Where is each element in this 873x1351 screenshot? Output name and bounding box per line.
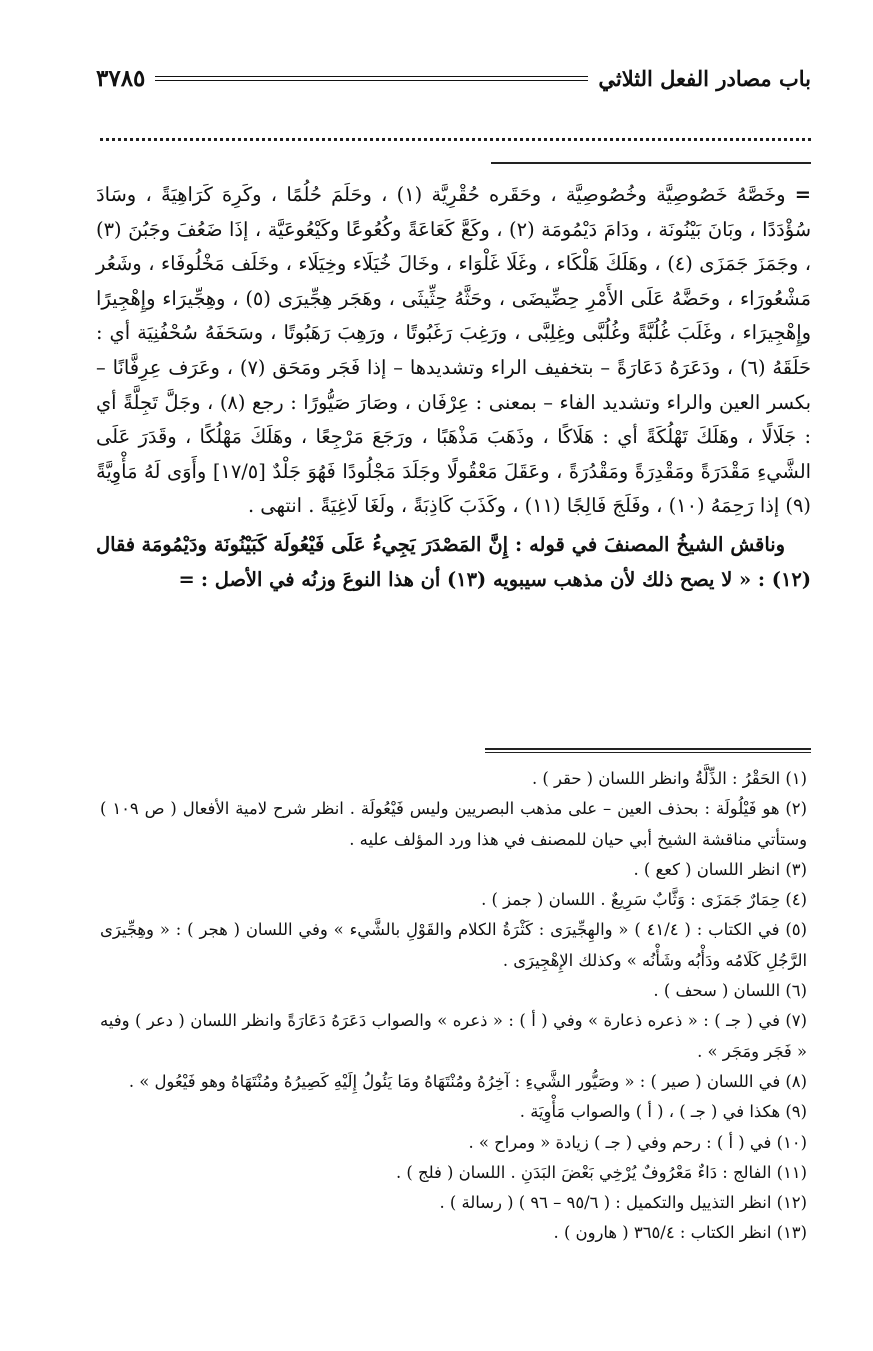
- footnote-7: (٧) في ( جـ ) : « ذعره ذعارة » وفي ( أ ) : « ذعره » والصواب دَعَرَهُ دَعَارَةً وانظر اللسان ( دعر ) وفيه « فَجَر ومَجَر » .: [100, 1011, 807, 1061]
- footnote-2: (٢) هو فَيْلُولَة : بحذف العين – على مذهب البصريين وليس فَيْعُولَة . انظر شرح لامية الأفعال ( ص ١٠٩ ) وستأتي مناقشة الشيخ أبي حيان للمصنف في هذا ورد المؤلف عليه .: [100, 799, 807, 849]
- paragraph-1-text: وخَصَّهُ خَصُوصِيَّة وخُصُوصِيَّة ، وحَقَره حُقْرِيَّة (١) ، وحَلَمَ حُلُمًا ، وكَرِهَ كَرَاهِيَةً ، وسَادَ سُؤْدَدًا ، وبَانَ بَيْنُونَة ، ودَامَ دَيْمُومَة (٢) ، وكَعَّ كَعَاعَةً وكُعُوعًا وكَيْعُوعَيَّة ، إذَا ضَعُفَ وجَبُنَ (٣) ، وجَمَزَ جَمَزَى (٤) ، وهَلَكَ هَلْكَاء ، وغَلَا غَلْوَاء ، وخَالَ خُيَلَاء وخِيَلَاء ، وخَلَف مَخْلُوفَاء ، وشَعُر مَشْعُورَاء ، وحَضَّهُ عَلَى الأَمْرِ حِضِّيضَى ، وحَثَّهُ حِثِّيثَى ، وهَجَر هِجِّيرَى (٥) ، وهِجِّيرَاء وإِهْجِيرًا وإِهْجِيرَاء ، وغَلَبَ غُلُبَّةً وغُلُبَّى وغِلِبَّى ، ورَغِبَ رَغَبُوتًا ، ورَهِبَ رَهَبُوتًا ، وسَحَفَهُ سُحْفُنِيَة أي : حَلَقَهُ (٦) ، ودَعَرَهُ دَعَارَةً – بتخفيف الراء وتشديدها – إذا فَجَر ومَحَق (٧) ، وعَرَف عِرِفَّانًا – بكسر العين والراء وتشديد الفاء – بمعنى : عِرْفَان ، وصَارَ صَيُّورًا : رجع (٨) ، وجَلَّ تَجِلَّةً أي : جَلَالًا ، وهَلَكَ تَهْلُكَةً أي : هَلَاكًا ، وذَهَبَ مَذْهَبًا ، ورَجَعَ مَرْجِعًا ، وهَلَكَ مَهْلُكًا ، وقَدَرَ عَلَى الشَّيءِ مَقْدَرَةً ومَقْدِرَةً ومَقْدُرَةً ، وعَقَلَ مَعْقُولًا وجَلَدَ مَجْلُودًا فَهُوَ جَلْدٌ [١٧/٥] وأَوَى لَهُ مَأْوِيَّةً (٩) إذا رَحِمَهُ (١٠) ، وفَلَجَ فَالِجًا (١١) ، وكَذَبَ كَاذِبَةً ، ولَغَا لَاغِيَةً . انتهى .: [96, 183, 812, 518]
- footnotes-rule-secondary: [485, 752, 811, 753]
- main-text: [96, 178, 811, 597]
- paragraph-2-text: فقال (١٢) : « لا يصح ذلك لأن مذهب سيبويه (١٣) أن هذا النوعَ وزنُه في الأصل :: [96, 532, 811, 591]
- footnotes: [100, 764, 807, 1249]
- continuation-mark-end: =: [178, 567, 195, 591]
- header-double-rule: [155, 76, 588, 81]
- footnote-8: (٨) في اللسان ( صير ) : « وصَيُّور الشَّيءِ : آخِرُهُ ومُنْتَهَاهُ ومَا يَئُولُ إِلَيْهِ كَصِيرُهُ ومُنْتَهَاهُ وهو فَيْعُول » .: [128, 1071, 807, 1091]
- footnote-10: (١٠) في ( أ ) : رحم وفي ( جـ ) زيادة « ومراح » .: [468, 1132, 807, 1152]
- page-number: ٣٧٨٥: [96, 64, 146, 92]
- dotted-separator: [100, 138, 811, 151]
- footnotes-rule: [485, 748, 811, 750]
- paragraph-continued: [96, 178, 811, 524]
- footnote-9: (٩) هكذا في ( جـ ) ، ( أ ) والصواب مَأْوِيَة .: [519, 1102, 807, 1122]
- paragraph-2: [96, 528, 811, 597]
- continuation-mark-start: =: [794, 183, 812, 206]
- footnote-6: (٦) اللسان ( سحف ) .: [653, 981, 807, 1001]
- footnote-11: (١١) الفالج : دَاءٌ مَعْرُوفٌ يُرْخِي بَعْضَ البَدَنِ . اللسان ( فلج ) .: [395, 1162, 807, 1182]
- footnote-4: (٤) حِمَارٌ جَمَزَى : وَثَّابٌ سَرِيعٌ . اللسان ( جمز ) .: [481, 890, 807, 910]
- running-title: باب مصادر الفعل الثلاثي: [598, 65, 811, 91]
- footnote-5: (٥) في الكتاب : ( ٤١/٤ ) « والهِجِّيرَى : كَثْرَةُ الكلام والقَوْلِ بالشَّيء » وفي اللسان ( هجر ) : « وهِجِّيرَى الرَّجُلِ كَلَامُه ودَأْبُه وشَأْنُه » وكذلك الإِهْجِيرَى .: [100, 920, 807, 970]
- section-rule: [491, 162, 811, 164]
- footnote-13: (١٣) انظر الكتاب : ٣٦٥/٤ ( هارون ) .: [553, 1223, 807, 1243]
- footnote-12: (١٢) انظر التذييل والتكميل : ( ٩٥/٦ – ٩٦ ) ( رسالة ) .: [439, 1193, 807, 1213]
- footnote-1: (١) الحَقْرُ : الذِّلَّةُ وانظر اللسان ( حقر ) .: [531, 769, 807, 788]
- footnote-3: (٣) انظر اللسان ( كعع ) .: [633, 859, 807, 879]
- page-header: [96, 58, 811, 98]
- paragraph-2-lead: وناقش الشيخُ المصنفَ في قوله : إِنَّ المَصْدَرَ يَجِيءُ عَلَى فَيْعُولَة كَبَيْنُونَة ودَيْمُومَة: [141, 532, 785, 556]
